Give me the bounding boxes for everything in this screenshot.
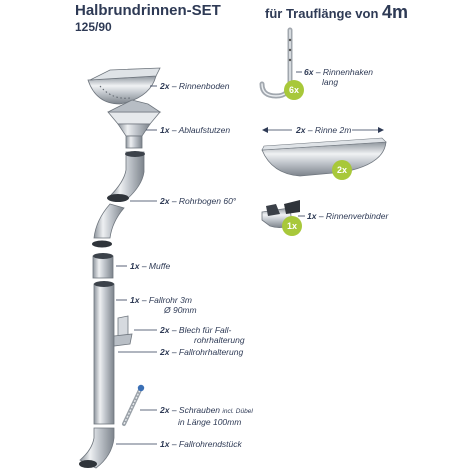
outlet-funnel-image: [108, 100, 160, 148]
pipe-end-piece-image: [79, 428, 114, 468]
part-label-sleeve: 1x – Muffe: [130, 261, 171, 271]
part-label-pipe-bend: 2x – Rohrbogen 60°: [160, 196, 237, 206]
part-label-gutter: 2x – Rinne 2m: [296, 125, 352, 135]
eaves-length-value: 4m: [382, 2, 409, 22]
page-title: Halbrundrinnen-SET: [75, 2, 221, 19]
downpipe-image: [94, 281, 114, 424]
gutter-end-cap-image: [88, 68, 160, 104]
qty-badge-hook: 6x: [284, 80, 304, 100]
sleeve-image: [93, 253, 113, 278]
eaves-length-prefix: für Trauflänge von: [265, 6, 379, 21]
qty-badge-connector: 1x: [282, 216, 302, 236]
part-label-gutter-connector: 1x – Rinnenverbinder: [307, 211, 389, 221]
part-label-pipe-bracket: 2x – Fallrohrhalterung: [160, 347, 244, 357]
part-label-outlet: 1x – Ablaufstutzen: [160, 125, 231, 135]
part-label-screws: 2x – Schrauben incl. Dübel in Länge 100mm: [160, 405, 253, 427]
part-label-bracket-plate: 2x – Blech für Fall- rohrhalterung: [160, 325, 245, 345]
bracket-plate-image: [114, 316, 132, 346]
pipe-bend-lower-image: [92, 204, 124, 248]
gutter-image: [262, 138, 386, 176]
part-label-gutter-end-cap: 2x – Rinnenboden: [160, 81, 230, 91]
part-label-pipe-end: 1x – Fallrohrendstück: [160, 439, 242, 449]
eaves-length-title: [265, 2, 408, 23]
screw-image: [124, 385, 144, 424]
set-size: 125/90: [75, 20, 112, 34]
qty-badge-gutter: 2x: [332, 160, 352, 180]
part-label-gutter-hook: 6x – Rinnenhaken lang: [304, 67, 374, 87]
pipe-bend-upper-image: [107, 151, 145, 202]
part-label-downpipe: 1x – Fallrohr 3m Ø 90mm: [130, 295, 197, 315]
